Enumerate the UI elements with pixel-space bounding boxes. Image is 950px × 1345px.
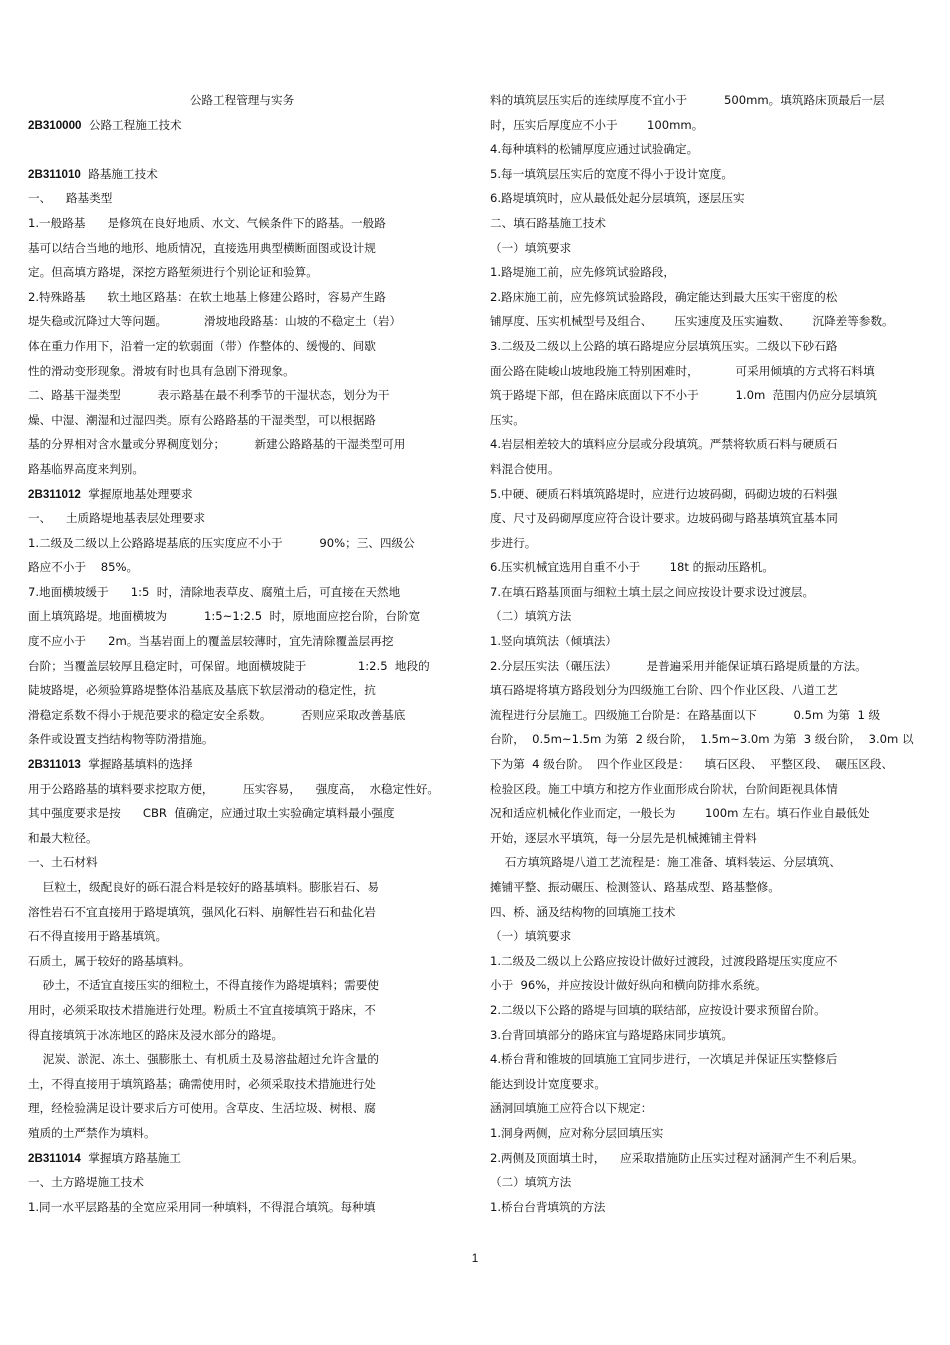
text-line: 2.二级以下公路的路堤与回填的联结部，应按设计要求预留台阶。 bbox=[490, 1002, 826, 1017]
text-line: 用于公路路基的填料要求挖取方便， 压实容易， 强度高， 水稳定性好。 bbox=[28, 781, 440, 796]
text-line: 四、桥、涵及结构物的回填施工技术 bbox=[490, 904, 676, 919]
text-line: （一）填筑要求 bbox=[490, 240, 572, 255]
text-line: 1.同一水平层路基的全宽应采用同一种填料，不得混合填筑。每种填 bbox=[28, 1199, 376, 1214]
text-line: 压实。 bbox=[490, 412, 525, 427]
text-line: 度、尺寸及码砌厚度应符合设计要求。边坡码砌与路基填筑宜基本同 bbox=[490, 511, 838, 526]
text-line: 堤失稳或沉降过大等问题。 滑坡地段路基：山坡的不稳定土（岩） bbox=[28, 314, 402, 329]
text-line: 燥、中湿、潮湿和过湿四类。原有公路路基的干湿类型，可以根据路 bbox=[28, 412, 376, 427]
text-line: 填石路堤将填方路段划分为四级施工台阶、四个作业区段、八道工艺 bbox=[490, 683, 838, 698]
text-line: 料混合使用。 bbox=[490, 461, 560, 476]
text-line: 5.每一填筑层压实后的宽度不得小于设计宽度。 bbox=[490, 166, 733, 181]
text-line: （二）填筑方法 bbox=[490, 1175, 572, 1190]
text-line: 石质土，属于较好的路基填料。 bbox=[28, 953, 191, 968]
text-line: 6.路堤填筑时，应从最低处起分层填筑，逐层压实 bbox=[490, 191, 745, 206]
text-line: 1.路堤施工前，应先修筑试验路段， bbox=[490, 265, 675, 280]
text-line: 筑于路堤下部，但在路床底面以下不小于 1.0m 范围内仍应分层填筑 bbox=[490, 388, 877, 403]
text-line: 一、 土质路堤地基表层处理要求 bbox=[28, 511, 206, 526]
text-line: 7.地面横坡缓于 1:5 时，清除地表草皮、腐殖土后，可直接在天然地 bbox=[28, 584, 401, 599]
text-line: 度不应小于 2m。当基岩面上的覆盖层较薄时，宜先清除覆盖层再挖 bbox=[28, 634, 394, 649]
text-line: 路基临界高度来判别。 bbox=[28, 461, 144, 476]
text-line: 得直接填筑于冰冻地区的路床及浸水部分的路堤。 bbox=[28, 1027, 284, 1042]
text-line: 其中强度要求是按 CBR 值确定，应通过取土实验确定填料最小强度 bbox=[28, 806, 395, 821]
text-line: 体在重力作用下，沿着一定的软弱面（带）作整体的、缓慢的、间歇 bbox=[28, 338, 376, 353]
text-line: 殖质的土严禁作为填料。 bbox=[28, 1125, 156, 1140]
text-line: 摊铺平整、振动碾压、检测签认、路基成型、路基整修。 bbox=[490, 880, 780, 894]
section-code: 2B311014 bbox=[28, 1151, 81, 1165]
right-column bbox=[490, 88, 922, 1219]
text-line: 小于 96%，并应按设计做好纵向和横向防排水系统。 bbox=[490, 978, 767, 993]
text-line: 一、土石材料 bbox=[28, 855, 98, 870]
section-heading bbox=[28, 752, 456, 777]
document-title: 公路工程管理与实务 bbox=[189, 93, 295, 107]
section-code: 2B311010 bbox=[28, 167, 81, 181]
text-line: 况和适应机械化作业而定，一般长为 100m 左右。填石作业自最低处 bbox=[490, 806, 870, 821]
section-title: 掌握填方路基施工 bbox=[80, 1150, 181, 1165]
text-line: 5.中硬、硬质石料填筑路堤时，应进行边坡码砌，码砌边坡的石料强 bbox=[490, 486, 838, 501]
text-line: 基可以结合当地的地形、地质情况，直接选用典型横断面图或设计规 bbox=[28, 240, 376, 255]
text-line: 泥炭、淤泥、冻土、强膨胀土、有机质土及易溶盐超过允许含量的 bbox=[28, 1052, 379, 1067]
text-line: 路应不小于 85%。 bbox=[28, 560, 139, 575]
text-line: 溶性岩石不宜直接用于路堤填筑，强风化石料、崩解性岩石和盐化岩 bbox=[28, 904, 376, 919]
text-line: 土，不得直接用于填筑路基；确需使用时，必须采取技术措施进行处 bbox=[28, 1076, 376, 1091]
text-line: 石不得直接用于路基填筑。 bbox=[28, 929, 168, 944]
text-line: 巨粒土，级配良好的砾石混合料是较好的路基填料。膨胀岩石、易 bbox=[28, 880, 379, 894]
section-code: 2B311013 bbox=[28, 758, 81, 772]
text-line: 检验区段。施工中填方和挖方作业面形成台阶状，台阶间距视具体情 bbox=[490, 781, 838, 796]
page-number: 1 bbox=[471, 1252, 479, 1265]
section-title: 公路工程施工技术 bbox=[81, 117, 182, 132]
section-heading bbox=[28, 482, 456, 507]
section-code: 2B310000 bbox=[28, 118, 82, 132]
text-line: 性的滑动变形现象。滑坡有时也具有急剧下滑现象。 bbox=[28, 363, 295, 378]
text-line: （二）填筑方法 bbox=[490, 609, 572, 624]
text-line: 涵洞回填施工应符合以下规定： bbox=[490, 1101, 653, 1116]
text-line: 陡坡路堤，必须验算路堤整体沿基底及基底下软层滑动的稳定性，抗 bbox=[28, 683, 376, 698]
text-line: 6.压实机械宜选用自重不小于 18t 的振动压路机。 bbox=[490, 560, 774, 575]
text-line: 2.分层压实法（碾压法） 是普遍采用并能保证填石路堤质量的方法。 bbox=[490, 658, 867, 673]
text-line: 条件或设置支挡结构物等防滑措施。 bbox=[28, 732, 214, 747]
text-line: 1.竖向填筑法（倾填法） bbox=[490, 634, 617, 649]
text-line: 一、 路基类型 bbox=[28, 191, 113, 206]
section-code: 2B311012 bbox=[28, 487, 81, 501]
text-line: （一）填筑要求 bbox=[490, 929, 572, 944]
section-title: 掌握路基填料的选择 bbox=[80, 757, 193, 772]
text-line: 一、土方路堤施工技术 bbox=[28, 1175, 144, 1190]
text-line: 二、路基干湿类型 表示路基在最不利季节的干湿状态，划分为干 bbox=[28, 388, 390, 403]
section-heading bbox=[28, 113, 456, 138]
text-line: 流程进行分层施工。四级施工台阶是：在路基面以下 0.5m 为第 1 级 bbox=[490, 707, 881, 722]
text-line: 时，压实后厚度应不小于 100mm。 bbox=[490, 117, 704, 132]
text-line: 7.在填石路基顶面与细粒土填土层之间应按设计要求设过渡层。 bbox=[490, 584, 815, 599]
text-line: 1.一般路基 是修筑在良好地质、水文、气候条件下的路基。一般路 bbox=[28, 215, 386, 230]
text-line: 理，经检验满足设计要求后方可使用。含草皮、生活垃圾、树根、腐 bbox=[28, 1101, 376, 1116]
section-heading bbox=[28, 1146, 456, 1171]
text-line: 下为第 4 级台阶。 四个作业区段是： 填石区段、 平整区段、 碾压区段、 bbox=[490, 757, 894, 772]
text-line: 2.路床施工前，应先修筑试验路段，确定能达到最大压实干密度的松 bbox=[490, 289, 838, 304]
blank-line bbox=[28, 137, 456, 162]
text-line: 和最大粒径。 bbox=[28, 830, 98, 845]
text-line: 1.二级及二级以上公路应按设计做好过渡段，过渡段路堤压实度应不 bbox=[490, 953, 838, 968]
text-line: 2.特殊路基 软土地区路基：在软土地基上修建公路时，容易产生路 bbox=[28, 289, 386, 304]
left-column bbox=[28, 88, 456, 1219]
section-heading bbox=[28, 162, 456, 187]
text-line: 4.每种填料的松铺厚度应通过试验确定。 bbox=[490, 142, 699, 157]
text-line: 台阶， 0.5m~1.5m 为第 2 级台阶， 1.5m~3.0m 为第 3 级台阶， 3.0m 以 bbox=[490, 732, 914, 747]
text-line: 基的分界相对含水量或分界稠度划分； 新建公路路基的干湿类型可用 bbox=[28, 437, 406, 452]
text-line: 料的填筑层压实后的连续厚度不宜小于 500mm。填筑路床顶最后一层 bbox=[490, 93, 885, 107]
text-line: 1.二级及二级以上公路路堤基底的压实度应不小于 90%；三、四级公 bbox=[28, 535, 415, 550]
text-line: 石方填筑路堤八道工艺流程是：施工准备、填料装运、分层填筑、 bbox=[490, 855, 841, 870]
text-line: 1.洞身两侧，应对称分层回填压实 bbox=[490, 1125, 664, 1140]
section-title: 路基施工技术 bbox=[80, 166, 158, 181]
section-title: 掌握原地基处理要求 bbox=[80, 486, 193, 501]
text-line: 1.桥台台背填筑的方法 bbox=[490, 1199, 606, 1214]
text-line: 砂土，不适宜直接压实的细粒土，不得直接作为路堤填料；需要使 bbox=[28, 978, 379, 993]
text-line: 4.岩层相差较大的填料应分层或分段填筑。严禁将软质石料与硬质石 bbox=[490, 437, 838, 452]
text-line: 二、填石路基施工技术 bbox=[490, 215, 606, 230]
text-line: 台阶；当覆盖层较厚且稳定时，可保留。地面横坡陡于 1:2.5 地段的 bbox=[28, 658, 430, 673]
text-line: 面公路在陡峻山坡地段施工特别困难时， 可采用倾填的方式将石料填 bbox=[490, 363, 875, 378]
text-line: 2.两侧及顶面填土时， 应采取措施防止压实过程对涵洞产生不利后果。 bbox=[490, 1150, 864, 1165]
text-line: 3.台背回填部分的路床宜与路堤路床同步填筑。 bbox=[490, 1027, 733, 1042]
text-line: 用时，必须采取技术措施进行处理。粉质土不宜直接填筑于路床，不 bbox=[28, 1002, 376, 1017]
text-line: 步进行。 bbox=[490, 535, 537, 550]
text-line: 开始，逐层水平填筑，每一分层先是机械摊铺主骨料 bbox=[490, 830, 757, 845]
text-line: 定。但高填方路堤，深挖方路堑须进行个别论证和验算。 bbox=[28, 265, 318, 280]
text-line: 能达到设计宽度要求。 bbox=[490, 1076, 606, 1091]
text-line: 滑稳定系数不得小于规范要求的稳定安全系数。 否则应采取改善基底 bbox=[28, 707, 406, 722]
text-line: 4.桥台背和锥坡的回填施工宜同步进行，一次填足并保证压实整修后 bbox=[490, 1052, 838, 1067]
text-line: 面上填筑路堤。地面横坡为 1:5~1:2.5 时，原地面应挖台阶，台阶宽 bbox=[28, 609, 421, 624]
text-line: 铺厚度、压实机械型号及组合、 压实速度及压实遍数、 沉降差等参数。 bbox=[490, 314, 894, 329]
text-line: 3.二级及二级以上公路的填石路堤应分层填筑压实。二级以下砂石路 bbox=[490, 338, 838, 353]
